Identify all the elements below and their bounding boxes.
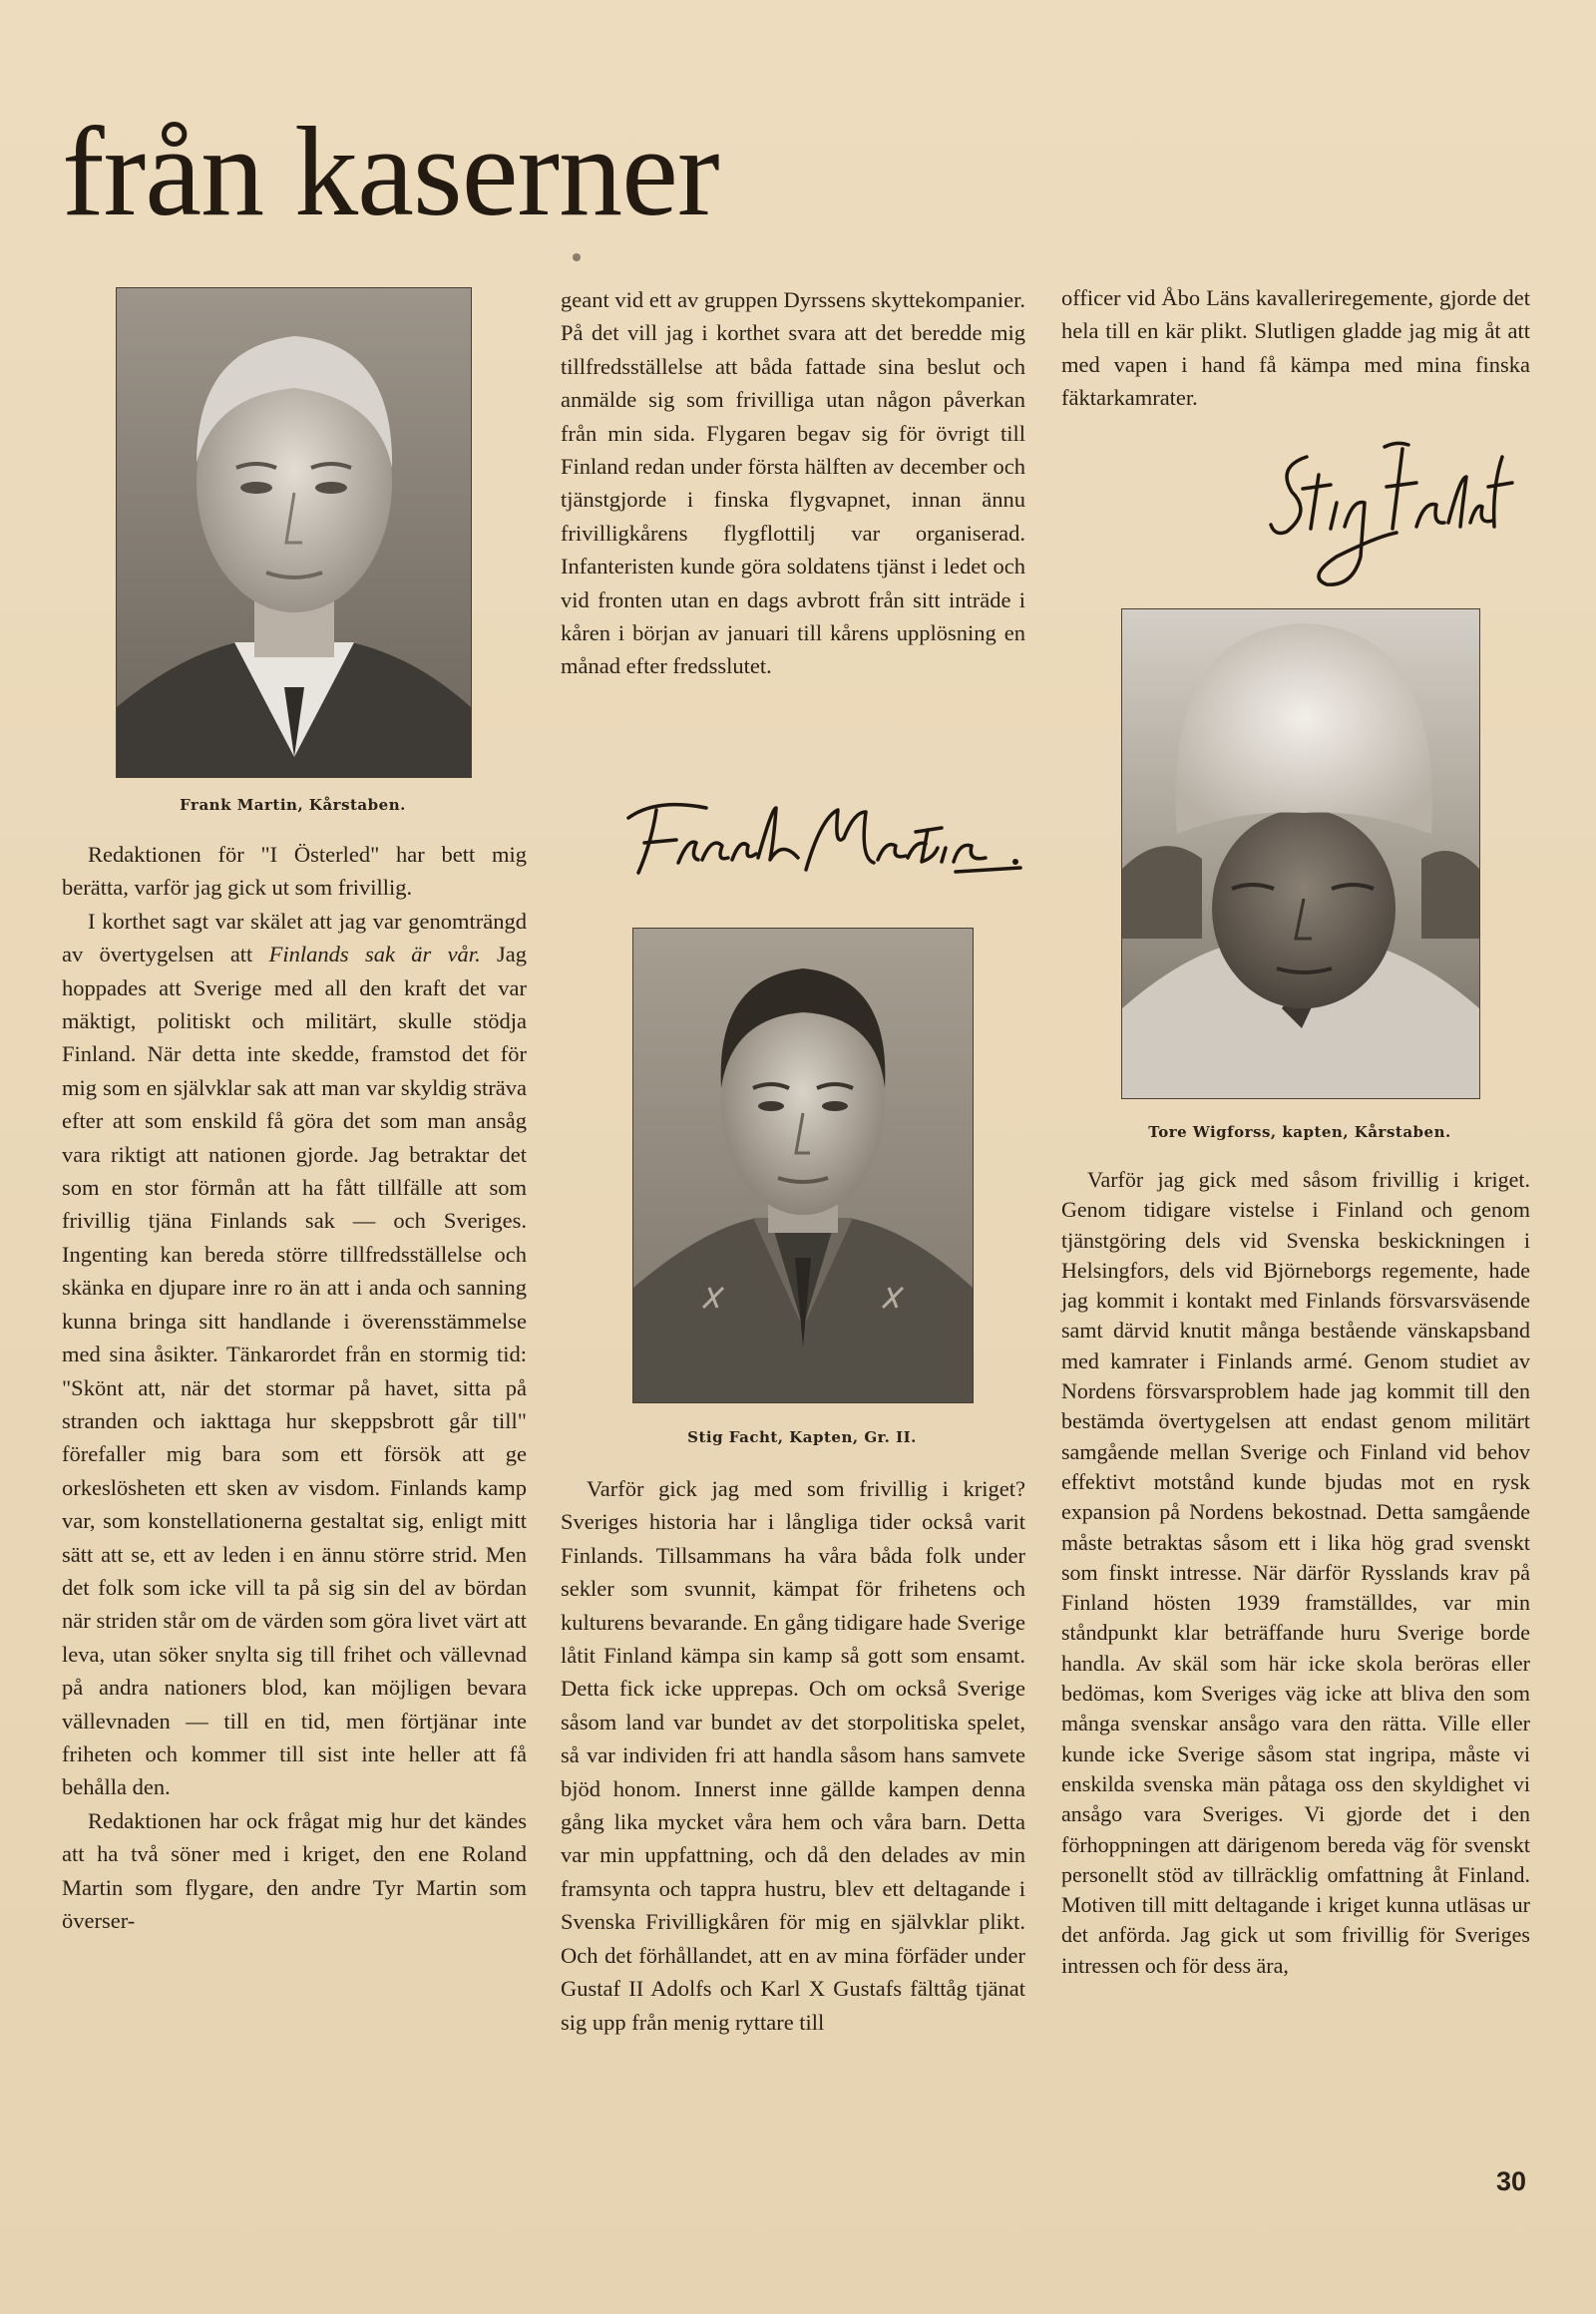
- col2-paragraph-1: geant vid ett av gruppen Dyrssens skyttekompanier. På det vill jag i korthet svara att det beredde mig tillfredsställelse att båda fattade sina beslut och anmälde sig som frivilliga utan någon påverkan från min sida. Flygaren begav sig för övrigt till Finland redan under första hälften av december och tjänstgjorde i finska flygvapnet, innan ännu frivilligkårens flygflottilj var organiserad. Infanteristen kunde göra soldatens tjänst i ledet och vid fronten utan en dags avbrott från sitt inträde i kåren i början av januari till kårens upplösning en månad efter fredsslutet.: [561, 287, 1025, 679]
- col1-paragraph-2: I korthet sagt var skälet att jag var genomträngd av övertygelsen att Finlands sak är vår. Jag hoppades att Sverige med all den kraft det var mäktigt, politiskt och militärt, skulle stödja Finland. När detta inte skedde, framstod det för mig som en självklar sak att man var skyldig sträva efter att som enskild få göra det som man ansåg vara riktigt att nationen gjorde. Jag betraktar det som en stor förmån att ha fått tillfälle att som frivillig tjäna Finlands sak — och Sveriges. Ingenting kan bereda större tillfredsställelse och skänka en djupare inre ro än att i anda och sanning kunna bringa sitt handlande i överensstämmelse med sina åsikter. Tänkarordet från en stormig tid: "Skönt att, när det stormar på havet, sitta på stranden och iakttaga hur skeppsbrott går till" förefaller mig bara som ett försök att ge orkeslösheten ett sken av visdom. Finlands kamp var, som konstellationerna gestaltat sig, enligt mitt sätt att se, ett av leden i en ännu större strid. Men det folk som icke vill ta på sig sin del av bördan när striden står om de värden som göra livet värt att leva, utan söker snylta sig till frihet och vällevnad på andra nationers blod, kan möjligen bevara vällevnaden — till en tid, men förtjänar inte friheten och kommer till sist inte heller att få behålla den.: [62, 908, 527, 1800]
- caption-tore-wigforss: Tore Wigforss, kapten, Kårstaben.: [1148, 1123, 1451, 1141]
- headline: från kaserner: [62, 101, 719, 242]
- column-2-top: [561, 283, 1025, 683]
- caption-stig-facht: Stig Facht, Kapten, Gr. II.: [687, 1428, 917, 1446]
- col3-paragraph-2: Varför jag gick med såsom frivillig i kriget. Genom tidigare vistelse i Finland och genom tjänstgöring dels vid Svenska beskickningen i Helsingfors, dels vid Björneborgs regemente, hade jag kommit i kontakt med Finlands försvarsväsende samt därvid knutit många bestående vänskapsband med kamrater i Finlands armé. Genom studiet av Nordens försvarsproblem hade jag kommit till den bestämda övertygelsen att endast genom militärt samgående mellan Sverige och Finland vid behov effektivt motstånd kunde bjudas mot en rysk expansion på Nordens bekostnad. Detta samgående måste betraktas såsom ett i lika hög grad svenskt som finskt intresse. När därför Rysslands krav på Finland hösten 1939 framställdes, var min ståndpunkt klar beträffande huru Sverige borde handla. Av skäl som här icke skola beröras eller bedömas, kom Sveriges väg icke att bliva den som många svenskar ansågo vara den rätta. Ville eller kunde icke Sverige såsom stat ingripa, måste vi enskilda svenska män påtaga oss den skyldighet vi ansågo vara Sveriges. Vi gjorde det i den förhoppningen att därigenom bereda väg för svenskt personellt stöd av tillräcklig omfattning åt Finland. Motiven till mitt deltagande i kriget kunna utläsas ur det anförda. Jag gick ut som frivillig för Sveriges intressen och för dess ära,: [1061, 1167, 1530, 1978]
- col1-paragraph-1: Redaktionen för "I Österled" har bett mig berätta, varför jag gick ut som frivillig.: [62, 842, 527, 901]
- col1-paragraph-3: Redaktionen har ock frågat mig hur det kändes att ha två söner med i kriget, den ene Roland Martin som flygare, den andre Tyr Martin som överser-: [62, 1807, 527, 1933]
- page-number: 30: [1496, 2166, 1527, 2196]
- column-2-bottom: [561, 1472, 1025, 2039]
- signature-stig-facht: [1267, 437, 1516, 596]
- signature-frank-martin: [616, 788, 1025, 888]
- column-1: [62, 838, 527, 1937]
- column-3-top: [1061, 281, 1530, 415]
- photo-tore-wigforss: [1121, 608, 1480, 1099]
- photo-frank-martin: [116, 287, 472, 778]
- photo-stig-facht: [632, 928, 974, 1403]
- caption-frank-martin: Frank Martin, Kårstaben.: [180, 796, 406, 814]
- ornament-dot: [573, 253, 581, 261]
- col3-paragraph-1: officer vid Åbo Läns kavalleriregemente, gjorde det hela till en kär plikt. Slutligen gladde jag mig åt att med vapen i hand få kämpa med mina finska fäktarkamrater.: [1061, 285, 1530, 411]
- col2-paragraph-2: Varför gick jag med som frivillig i kriget? Sveriges historia har i långliga tider också varit Finlands. Tillsammans ha våra båda folk under sekler som svunnit, kämpat för frihetens och kulturens bevarande. En gång tidigare hade Sverige låtit Finland kämpa sin kamp så gott som ensamt. Detta fick icke upprepas. Och om också Sverige såsom land var bundet av det storpolitiska spelet, så var individen fri att handla såsom hans samvete bjöd honom. Innerst inne gällde kampen denna gång lika mycket våra hem och våra barn. Detta var min uppfattning, och då den delades av min framsynta och tappra hustru, blev ett deltagande i Svenska Frivilligkåren för mig en självklar plikt. Och det förhållandet, att en av mina förfäder under Gustaf II Adolfs och Karl X Gustafs fälttåg tjänat sig upp från menig ryttare till: [561, 1476, 1025, 2035]
- column-3-bottom: [1061, 1165, 1530, 1981]
